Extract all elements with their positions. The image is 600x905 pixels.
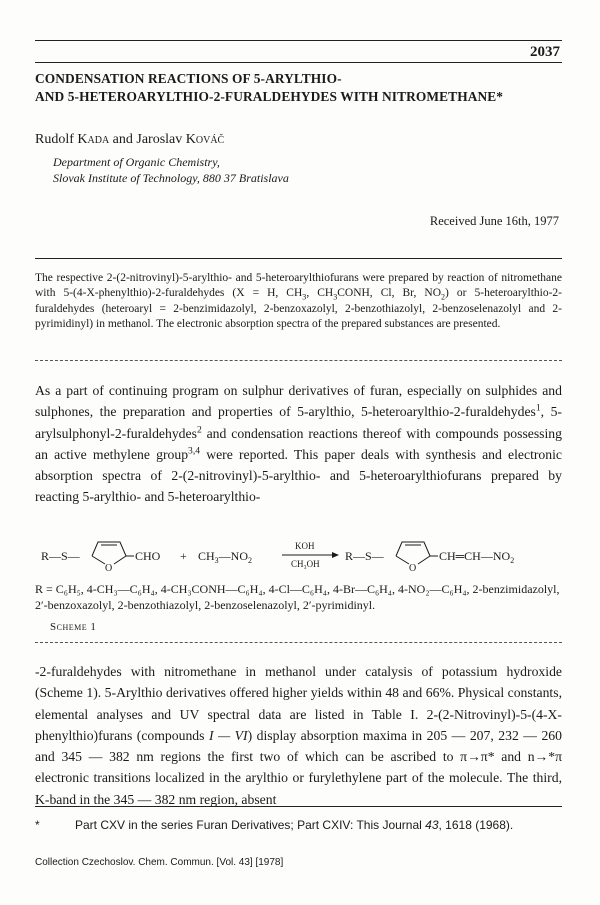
furan-ring-left bbox=[92, 542, 126, 564]
scheme-right-prefix: R—S— bbox=[345, 549, 384, 563]
ref-1: 1 bbox=[535, 402, 541, 414]
page-number: 2037 bbox=[530, 44, 560, 60]
footnote-rule bbox=[35, 806, 562, 807]
furan-ring-right bbox=[396, 542, 430, 564]
intro-paragraph bbox=[35, 380, 562, 508]
abstract-text-4: ) or 5-heteroarylthio-2-furaldehydes (heteroaryl = 2-benzimidazolyl, 2-benzoxazolyl, 2-benzothiazolyl, 2-benzoselenazolyl and 2-pyrimidinyl) in methanol. The electronic absorption spectra of the prepared substances are presented. bbox=[35, 287, 562, 331]
ref-2: 2 bbox=[196, 424, 202, 436]
footnote-volume: 43 bbox=[425, 818, 439, 832]
abstract-top-rule bbox=[35, 258, 562, 259]
journal-footer: Collection Czechoslov. Chem. Commun. [Vol. 43] [1978] bbox=[35, 857, 284, 868]
affiliation-line-1: Department of Organic Chemistry, bbox=[53, 155, 220, 169]
footnote-mark: * bbox=[35, 818, 40, 832]
ring-oxygen-left: O bbox=[105, 563, 113, 574]
body-text-1: -2-furaldehydes with nitromethane in methanol under catalysis of potassium hydroxide (Scheme 1). 5-Arylthio derivatives offered higher yields within 48 and 66%. Physical constants, elemental analyses and UV spectral data are listed in Table I. 2-(2-Nitrovinyl)-5-(4-X-phenylthio)furans (compounds bbox=[35, 664, 562, 743]
title-line-1: CONDENSATION REACTIONS OF 5-ARYLTHIO- bbox=[35, 71, 342, 86]
abstract-sub-3: 2 bbox=[441, 292, 446, 302]
r-group-definitions: R = C₆H₅, 4-CH₃—C₆H₄, 4-CH₃CONH—C₆H₄, 4-Cl—C₆H₄, 4-Br—C₆H₄, 4-NO₂—C₆H₄, 2-benzimidazolyl, 2′-benzoxazolyl, 2-benzothiazolyl, 2-benzoselenazolyl, 2′-pyrimidinyl. bbox=[35, 582, 560, 612]
ring-oxygen-right: O bbox=[409, 563, 417, 574]
arrow-head bbox=[332, 552, 339, 558]
article-title bbox=[35, 70, 575, 106]
affiliation bbox=[53, 154, 289, 186]
scheme-left-prefix: R—S— bbox=[41, 549, 80, 563]
author1-first: Rudolf bbox=[35, 132, 78, 147]
abstract-sub-2: 3 bbox=[333, 292, 338, 302]
top-rule bbox=[35, 40, 562, 41]
abstract-text-2: , CH bbox=[306, 287, 334, 300]
solvent: CH₃OH bbox=[291, 559, 320, 569]
intro-text-4: were reported. This paper deals with synthesis and electronic absorption spectra of 2-(2-nitrovinyl)-5-arylthio- and 5-heteroarylthiofurans prepared by reacting 5-arylthio- and 5-heteroarylthio- bbox=[35, 446, 562, 505]
author2-last: Kováč bbox=[185, 132, 225, 147]
abstract-sub-1: 3 bbox=[302, 292, 307, 302]
author1-last: Kada bbox=[77, 132, 110, 147]
body-text-2: ) display absorption maxima in 205 — 207, 232 — 260 and 345 — 382 nm regions the first two of which can be ascribed to π→π* and n→*π electronic transitions localized in the arylthio or furylethylene part of the molecule. The third, K-band in the 345 — 382 nm region, absent bbox=[35, 727, 562, 807]
affiliation-line-2: Slovak Institute of Technology, 880 37 Bratislava bbox=[53, 171, 289, 185]
intro-text-3: and condensation reactions thereof with compounds possessing an active methylene group bbox=[35, 425, 562, 462]
intro-text-2: , 5-arylsulphonyl-2-furaldehydes bbox=[35, 404, 562, 441]
ref-3-4: 3,4 bbox=[188, 445, 201, 457]
reaction-scheme bbox=[35, 533, 565, 581]
intro-text-1: As a part of continuing program on sulphur derivatives of furan, especially on sulphides and sulphones, the preparation and properties of 5-arylthio, 5-heteroarylthio-2-furaldehydes bbox=[35, 383, 562, 420]
catalyst: KOH bbox=[295, 541, 315, 551]
abstract-bottom-rule bbox=[35, 360, 562, 361]
scheme-bottom-rule bbox=[35, 642, 562, 643]
body-paragraph bbox=[35, 661, 562, 810]
title-line-2: AND 5-HETEROARYLTHIO-2-FURALDEHYDES WITH NITROMETHANE* bbox=[35, 89, 504, 104]
header-rule bbox=[35, 62, 562, 63]
footnote bbox=[35, 818, 562, 832]
authors-join: and bbox=[109, 132, 137, 147]
reagent: $CH_3—NO_2$ bbox=[198, 549, 253, 565]
author2-first: Jaroslav bbox=[136, 132, 186, 147]
authors bbox=[35, 132, 224, 148]
abstract-text-1: The respective 2-(2-nitrovinyl)-5-arylthio- and 5-heteroarylthiofurans were prepared by reaction of nitromethane with 5-(4-X-phenylthio)-2-furaldehydes (X = H, CH bbox=[35, 272, 562, 300]
footnote-text-a: Part CXV in the series Furan Derivatives; Part CXIV: This Journal bbox=[75, 818, 426, 832]
compound-range: I — VI bbox=[208, 727, 248, 743]
abstract bbox=[35, 271, 562, 333]
received-date: Received June 16th, 1977 bbox=[429, 214, 559, 228]
scheme-label: Scheme 1 bbox=[50, 621, 97, 633]
aldehyde-group: CHO bbox=[135, 549, 161, 563]
footnote-text-b: , 1618 (1968). bbox=[438, 818, 514, 832]
plus-sign: + bbox=[180, 549, 187, 563]
abstract-text-3: CONH, Cl, Br, NO bbox=[337, 287, 442, 300]
nitrovinyl-group: $CH═CH—NO_2$ bbox=[439, 549, 515, 565]
